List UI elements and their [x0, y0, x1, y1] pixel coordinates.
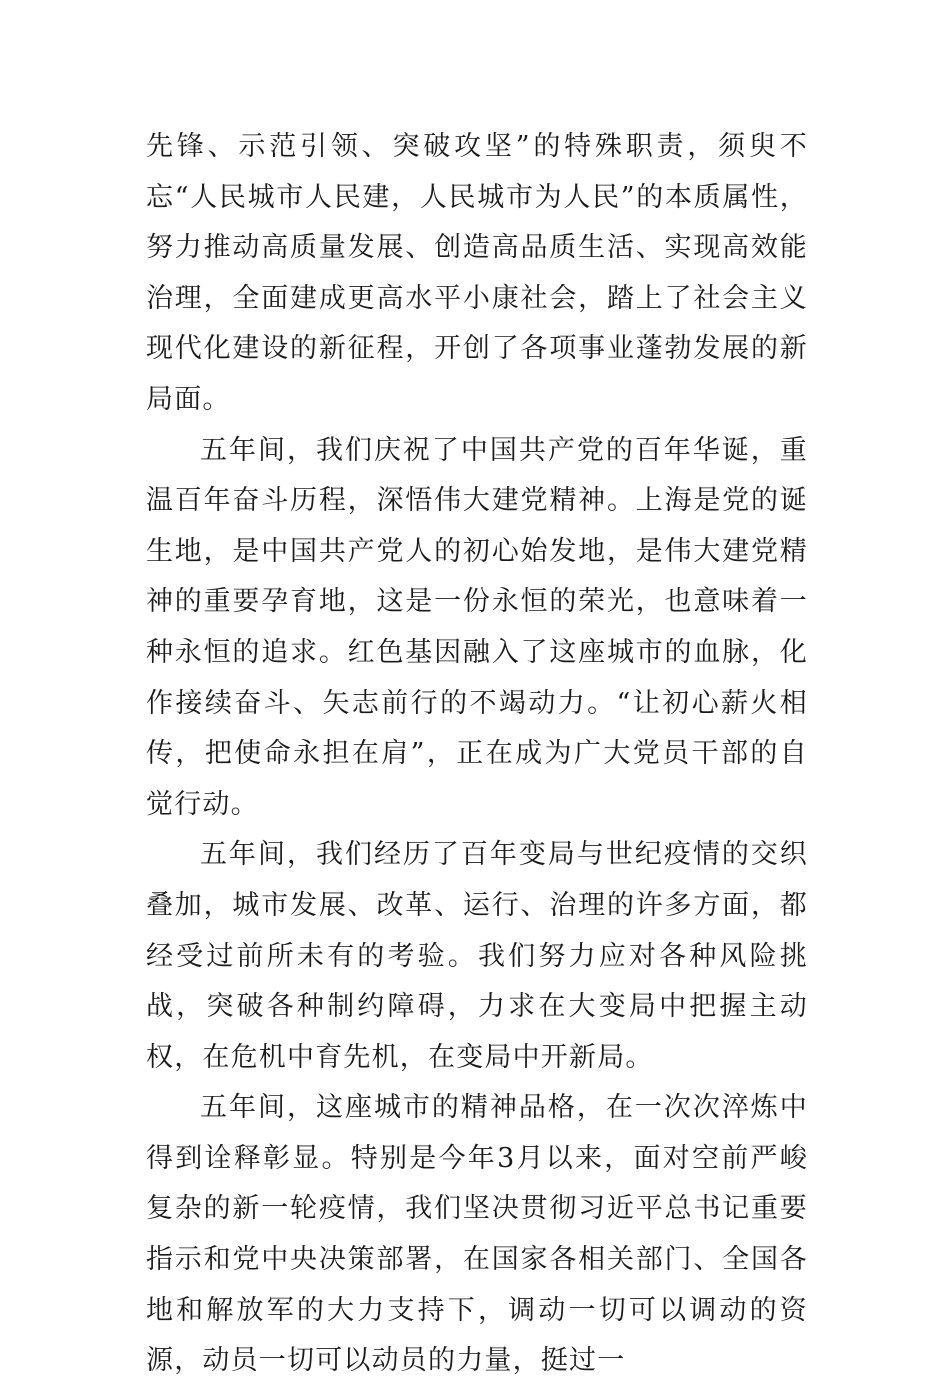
- paragraph-4: 五年间，这座城市的精神品格，在一次次淬炼中得到诠释彰显。特别是今年3月以来，面对空前严峻复杂的新一轮疫情，我们坚决贯彻习近平总书记重要指示和党中央决策部署，在国家各相关部门、全国各地和解放军的大力支持下，调动一切可以调动的资源，动员一切可以动员的力量，挺过一: [146, 1092, 808, 1377]
- paragraph-2: 五年间，我们庆祝了中国共产党的百年华诞，重温百年奋斗历程，深悟伟大建党精神。上海是党的诞生地，是中国共产党人的初心始发地，是伟大建党精神的重要孕育地，这是一份永恒的荣光，也意味着一种永恒的追求。红色基因融入了这座城市的血脉，化作接续奋斗、矢志前行的不竭动力。“让初心薪火相传，把使命永担在肩”，正在成为广大党员干部的自觉行动。: [146, 434, 808, 820]
- paragraph-1: 先锋、示范引领、突破攻坚”的特殊职责，须臾不忘“人民城市人民建，人民城市为人民”的本质属性，努力推动高质量发展、创造高品质生活、实现高效能治理，全面建成更高水平小康社会，踏上了社会主义现代化建设的新征程，开创了各项事业蓬勃发展的新局面。: [146, 131, 808, 415]
- paragraph-3: 五年间，我们经历了百年变局与世纪疫情的交织叠加，城市发展、改革、运行、治理的许多方面，都经受过前所未有的考验。我们努力应对各种风险挑战，突破各种制约障碍，力求在大变局中把握主动权，在危机中育先机，在变局中开新局。: [146, 839, 808, 1073]
- document-body: [146, 122, 808, 1387]
